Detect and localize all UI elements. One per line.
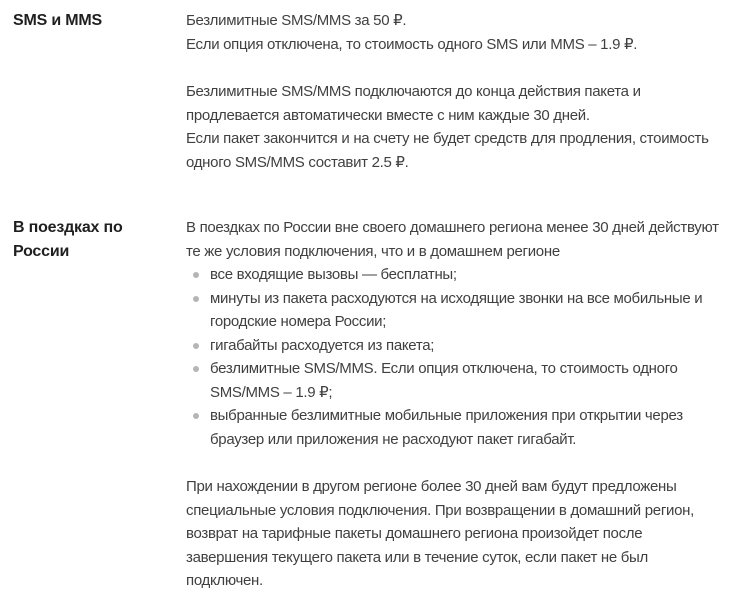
tariff-section <box>13 216 727 593</box>
list-item-text: гигабайты расходуется из пакета; <box>210 336 435 354</box>
section-content <box>186 9 727 174</box>
tariff-section <box>13 9 727 174</box>
paragraph <box>186 9 727 56</box>
list-item <box>186 357 727 404</box>
list-item <box>186 334 727 358</box>
list-item-text: минуты из пакета расходуются на исходящие звонки на все мобильные и городские номера России; <box>210 289 703 330</box>
section-label: SMS и MMS <box>13 12 102 29</box>
bullet-icon <box>193 296 199 302</box>
text-line: Безлимитные SMS/MMS за 50 ₽. <box>186 12 407 29</box>
text-line: Если опция отключена, то стоимость одного SMS или MMS – 1.9 ₽. <box>186 35 638 53</box>
list-item-text: безлимитные SMS/MMS. Если опция отключена, то стоимость одного SMS/MMS – 1.9 ₽; <box>210 360 678 401</box>
text-line: Если пакет закончится и на счету не будет средств для продления, стоимость одного SMS/MMS составит 2.5 ₽. <box>186 130 709 171</box>
list-item <box>186 287 727 334</box>
list-item-text: выбранные безлимитные мобильные приложения при открытии через браузер или приложения не расходуют пакет гигабайт. <box>210 407 683 448</box>
paragraph <box>186 80 727 174</box>
text-line: В поездках по России вне своего домашнего региона менее 30 дней действуют те же условия подключения, что и в домашнем регионе <box>186 219 719 260</box>
list-item <box>186 404 727 451</box>
bullet-icon <box>193 343 199 349</box>
bullet-icon <box>193 366 199 372</box>
section-content <box>186 216 727 593</box>
section-label: В поездках по России <box>13 219 123 260</box>
paragraph <box>186 475 727 593</box>
text-line: Безлимитные SMS/MMS подключаются до конца действия пакета и продлевается автоматически вместе с ним каждые 30 дней. <box>186 83 641 124</box>
bullet-list <box>186 263 727 451</box>
list-item-text: все входящие вызовы — бесплатны; <box>210 266 457 283</box>
bullet-icon <box>193 272 199 278</box>
bullet-icon <box>193 413 199 419</box>
list-item <box>186 263 727 287</box>
text-line: При нахождении в другом регионе более 30 дней вам будут предложены специальные условия подключения. При возвращении в домашний регион, возврат на тарифные пакеты домашнего региона произойдет после завершения текущего пакета или в течение суток, если пакет не был подключен. <box>186 478 694 589</box>
sections-list <box>13 9 727 593</box>
paragraph <box>186 216 727 263</box>
